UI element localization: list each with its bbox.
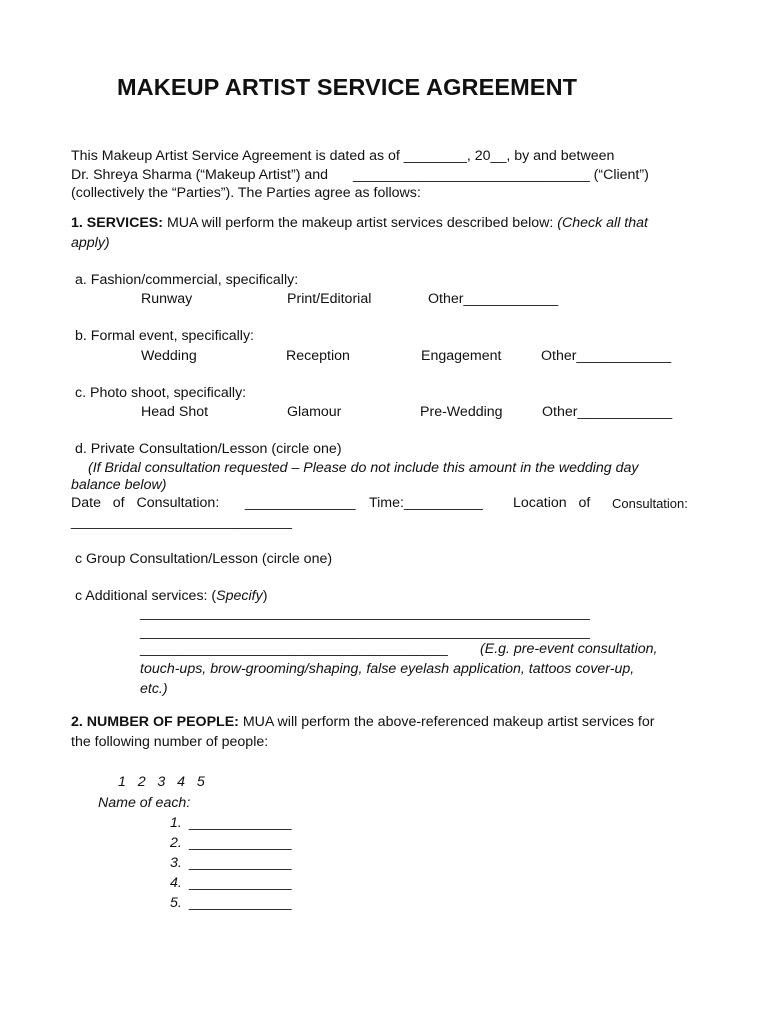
additional-blank-3: _______________________________________	[140, 641, 448, 657]
option-engagement: Engagement	[421, 348, 502, 364]
additional-example-2: touch-ups, brow-grooming/shaping, false eyelash application, tattoos cover-up,	[140, 661, 635, 677]
names-label: Name of each:	[98, 795, 191, 811]
name-number-5: 5.	[170, 895, 182, 911]
people-text: MUA will perform the above-referenced makeup artist services for	[242, 714, 655, 730]
intro-line-1: This Makeup Artist Service Agreement is dated as of ________, 20__, by and between	[71, 148, 615, 164]
option-formal-other: Other____________	[541, 348, 672, 364]
name-number-2: 2.	[170, 835, 182, 851]
services-text: MUA will perform the makeup artist services described below:	[166, 215, 554, 231]
photo-label: c. Photo shoot, specifically:	[75, 385, 247, 401]
services-heading: 1. SERVICES:	[71, 215, 163, 231]
option-runway: Runway	[141, 291, 193, 307]
additional-label: c Additional services: (	[75, 588, 217, 604]
name-number-4: 4.	[170, 875, 182, 891]
option-glamour: Glamour	[287, 404, 342, 420]
services-note: (Check all that	[557, 215, 648, 231]
people-paragraph	[71, 713, 654, 731]
people-counts: 1 2 3 4 5	[118, 774, 205, 790]
name-number-3: 3.	[170, 855, 182, 871]
name-blank-3: _____________	[189, 855, 292, 871]
group-label: c Group Consultation/Lesson (circle one)	[75, 551, 333, 567]
name-number-1: 1.	[170, 815, 182, 831]
option-print-editorial: Print/Editorial	[287, 291, 372, 307]
formal-label: b. Formal event, specifically:	[75, 328, 254, 344]
name-blank-1: _____________	[189, 815, 292, 831]
consultation-location-blank: ____________________________	[71, 514, 292, 530]
private-label: d. Private Consultation/Lesson (circle one)	[75, 441, 342, 457]
consultation-location-label-2: Consultation:	[612, 496, 688, 511]
option-fashion-other: Other____________	[428, 291, 559, 307]
fashion-label: a. Fashion/commercial, specifically:	[75, 272, 299, 288]
consultation-date-label: Date of Consultation:	[71, 495, 220, 511]
people-text-cont: the following number of people:	[71, 734, 269, 750]
additional-blank-2: _________________________________________________________	[140, 624, 590, 640]
additional-close: )	[262, 588, 268, 604]
intro-line-3: (collectively the “Parties”). The Parties agree as follows:	[71, 185, 421, 201]
private-note-1: (If Bridal consultation requested – Please do not include this amount in the wedding day	[88, 460, 639, 476]
option-wedding: Wedding	[141, 348, 197, 364]
people-heading: 2. NUMBER OF PEOPLE:	[71, 714, 239, 730]
intro-line-2b: ______________________________ (“Client”)	[353, 167, 649, 183]
intro-line-2a: Dr. Shreya Sharma (“Makeup Artist”) and	[71, 167, 329, 183]
additional-specify: Specify	[216, 588, 263, 604]
option-reception: Reception	[286, 348, 350, 364]
option-photo-other: Other____________	[542, 404, 673, 420]
private-note-2: balance below)	[71, 477, 167, 493]
name-blank-4: _____________	[189, 875, 292, 891]
name-blank-5: _____________	[189, 895, 292, 911]
option-pre-wedding: Pre-Wedding	[420, 404, 503, 420]
additional-blank-1: _________________________________________________________	[140, 605, 590, 621]
option-head-shot: Head Shot	[141, 404, 209, 420]
document-title: MAKEUP ARTIST SERVICE AGREEMENT	[117, 74, 578, 100]
additional-label-line	[75, 587, 267, 605]
name-blank-2: _____________	[189, 835, 292, 851]
consultation-date-blank: ______________	[245, 495, 356, 511]
consultation-time: Time:__________	[369, 495, 483, 511]
services-paragraph	[71, 214, 648, 232]
additional-example-1: (E.g. pre-event consultation,	[480, 641, 658, 657]
consultation-location-label: Location of	[513, 495, 591, 511]
services-note-cont: apply)	[71, 235, 110, 251]
additional-example-3: etc.)	[140, 681, 168, 697]
